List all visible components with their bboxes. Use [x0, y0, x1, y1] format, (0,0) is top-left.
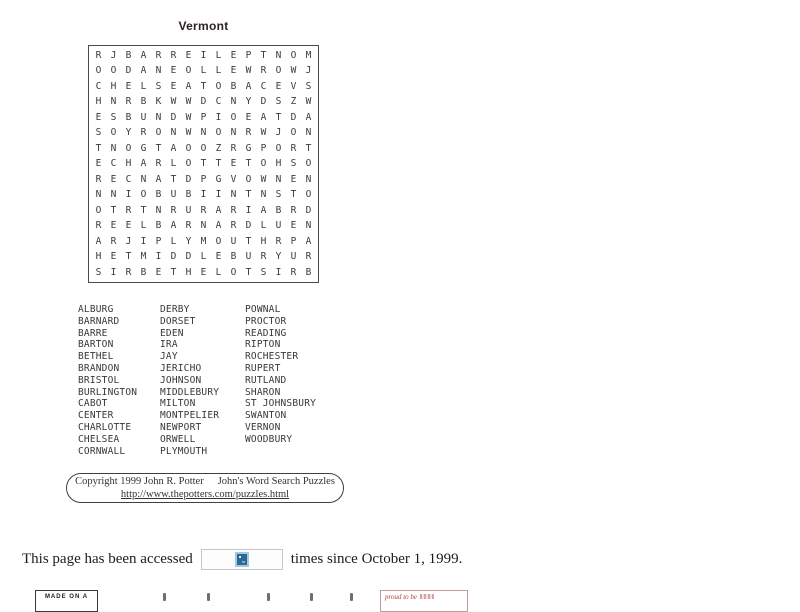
grid-letter: C — [110, 158, 117, 170]
grid-letter: R — [125, 96, 132, 108]
grid-letter: G — [140, 142, 147, 154]
grid-letter: W — [260, 173, 267, 185]
grid-letter: E — [110, 220, 117, 232]
broken-image-icon — [235, 552, 249, 567]
word-list-item: JAY — [160, 351, 178, 363]
grid-letter: A — [245, 80, 252, 92]
grid-letter: C — [215, 96, 222, 108]
grid-letter: C — [125, 173, 132, 185]
grid-letter: N — [155, 65, 162, 77]
grid-letter: O — [290, 127, 297, 139]
grid-letter: R — [125, 266, 132, 278]
word-list-item: JOHNSON — [160, 374, 202, 386]
grid-letter: L — [215, 49, 222, 61]
grid-letter: R — [170, 204, 177, 216]
grid-letter: E — [155, 266, 162, 278]
grid-letter: B — [125, 111, 132, 123]
grid-letter: A — [140, 65, 147, 77]
grid-letter: B — [185, 189, 192, 201]
word-list-column-3 — [245, 304, 316, 446]
proud-badge-graphic — [420, 594, 434, 599]
grid-letter: Y — [185, 235, 192, 247]
grid-letter: O — [215, 80, 222, 92]
grid-letter: W — [290, 65, 297, 77]
grid-letter: A — [305, 111, 312, 123]
grid-letter: L — [260, 220, 267, 232]
grid-letter: D — [305, 204, 312, 216]
grid-letter: B — [140, 266, 147, 278]
grid-letter: P — [155, 235, 162, 247]
grid-letter: T — [275, 111, 282, 123]
word-list-item: SWANTON — [245, 410, 287, 422]
word-list-item: DORSET — [160, 315, 196, 327]
copyright-text: Copyright 1999 John R. Potter — [75, 476, 204, 487]
word-list-item: VERNON — [245, 421, 281, 433]
grid-letter: N — [230, 189, 237, 201]
grid-letter: U — [140, 111, 147, 123]
grid-letter: N — [200, 127, 207, 139]
grid-letter: H — [95, 251, 102, 263]
grid-letter: U — [275, 220, 282, 232]
grid-letter: E — [275, 80, 282, 92]
grid-letter: B — [230, 80, 237, 92]
hit-counter-placeholder — [201, 549, 283, 570]
grid-letter: R — [260, 251, 267, 263]
grid-letter: T — [305, 142, 312, 154]
grid-letter: H — [125, 158, 132, 170]
grid-letter: B — [140, 96, 147, 108]
grid-letter: N — [110, 142, 117, 154]
grid-letter: R — [125, 204, 132, 216]
grid-letter: T — [200, 158, 207, 170]
grid-letter: I — [155, 251, 162, 263]
grid-letter: L — [215, 266, 222, 278]
grid-letter: B — [275, 204, 282, 216]
grid-letter: U — [170, 189, 177, 201]
grid-letter: T — [290, 189, 297, 201]
letter-grid — [88, 45, 319, 283]
grid-letter: D — [290, 111, 297, 123]
word-list-item: CHARLOTTE — [78, 421, 132, 433]
grid-letter: R — [140, 127, 147, 139]
grid-letter: S — [290, 158, 297, 170]
grid-letter: A — [260, 204, 267, 216]
grid-letter: N — [110, 189, 117, 201]
word-list-item: BARTON — [78, 339, 114, 351]
word-list-item: RUPERT — [245, 362, 281, 374]
grid-letter: S — [95, 127, 102, 139]
grid-letter: P — [200, 111, 207, 123]
grid-letter: D — [245, 220, 252, 232]
grid-letter: W — [245, 65, 252, 77]
grid-letter: N — [275, 49, 282, 61]
grid-letter: O — [230, 111, 237, 123]
grid-letter: R — [290, 142, 297, 154]
grid-letter: I — [215, 189, 222, 201]
grid-letter: R — [110, 235, 117, 247]
grid-letter: U — [185, 204, 192, 216]
grid-letter: S — [275, 96, 282, 108]
grid-letter: D — [170, 111, 177, 123]
grid-letter: A — [140, 158, 147, 170]
word-list-item: BRISTOL — [78, 374, 120, 386]
grid-letter: N — [230, 96, 237, 108]
grid-letter: R — [155, 49, 162, 61]
grid-letter: E — [230, 65, 237, 77]
grid-letter: A — [170, 220, 177, 232]
grid-letter: E — [290, 220, 297, 232]
access-suffix-text: times since October 1, 1999. — [290, 550, 463, 567]
word-list-item: BARNARD — [78, 315, 120, 327]
grid-letter: O — [275, 142, 282, 154]
grid-letter: B — [155, 220, 162, 232]
grid-letter: R — [290, 204, 297, 216]
grid-letter: K — [155, 96, 162, 108]
grid-letter: A — [95, 235, 102, 247]
word-list-item: CENTER — [78, 410, 114, 422]
grid-letter: E — [170, 80, 177, 92]
grid-letter: I — [110, 266, 117, 278]
grid-letter: P — [200, 173, 207, 185]
broken-image-glyph — [237, 554, 247, 565]
grid-letter: J — [125, 235, 132, 247]
grid-letter: W — [260, 127, 267, 139]
grid-letter: R — [185, 220, 192, 232]
grid-letter: R — [170, 49, 177, 61]
grid-letter: E — [110, 173, 117, 185]
word-list-item: JERICHO — [160, 362, 202, 374]
word-list-item: BARRE — [78, 327, 108, 339]
grid-letter: D — [260, 96, 267, 108]
grid-letter: O — [185, 158, 192, 170]
grid-letter: N — [275, 173, 282, 185]
grid-letter: O — [275, 65, 282, 77]
word-list-item: PLYMOUTH — [160, 445, 208, 457]
grid-letter: T — [140, 204, 147, 216]
grid-letter: D — [170, 251, 177, 263]
grid-letter: B — [155, 189, 162, 201]
grid-letter: T — [170, 266, 177, 278]
word-list-item: MIDDLEBURY — [160, 386, 220, 398]
word-list-item: NEWPORT — [160, 421, 202, 433]
grid-letter: E — [110, 251, 117, 263]
grid-letter: E — [170, 65, 177, 77]
word-list-item: CABOT — [78, 398, 108, 410]
grid-letter: R — [245, 127, 252, 139]
grid-letter: E — [215, 251, 222, 263]
word-list-item: POWNAL — [245, 304, 281, 315]
grid-letter: A — [140, 49, 147, 61]
word-list-item: CORNWALL — [78, 445, 126, 457]
grid-letter: A — [260, 111, 267, 123]
grid-letter: N — [95, 189, 102, 201]
grid-letter: E — [290, 173, 297, 185]
grid-letter: E — [95, 158, 102, 170]
grid-letter: I — [200, 189, 207, 201]
grid-letter: O — [155, 127, 162, 139]
grid-letter: H — [185, 266, 192, 278]
word-list-item: PROCTOR — [245, 315, 287, 327]
grid-letter: O — [185, 142, 192, 154]
grid-letter: A — [305, 235, 312, 247]
grid-letter: C — [95, 80, 102, 92]
grid-letter: A — [170, 142, 177, 154]
word-list-item: DERBY — [160, 304, 190, 315]
grid-letter: W — [185, 127, 192, 139]
word-list-item: BETHEL — [78, 351, 114, 363]
grid-letter: T — [200, 80, 207, 92]
grid-letter: O — [110, 65, 117, 77]
grid-letter: R — [290, 266, 297, 278]
grid-letter: S — [305, 80, 312, 92]
grid-letter: N — [230, 127, 237, 139]
grid-letter: O — [95, 204, 102, 216]
grid-letter: E — [185, 49, 192, 61]
grid-letter: L — [140, 80, 147, 92]
grid-letter: J — [275, 127, 282, 139]
grid-letter: T — [155, 142, 162, 154]
grid-letter: I — [140, 235, 147, 247]
grid-letter: V — [290, 80, 297, 92]
grid-letter: Y — [275, 251, 282, 263]
grid-letter: S — [155, 80, 162, 92]
grid-letter: H — [95, 96, 102, 108]
grid-letter: O — [200, 142, 207, 154]
grid-letter: N — [140, 173, 147, 185]
word-list-item: RIPTON — [245, 339, 281, 351]
grid-letter: U — [290, 251, 297, 263]
grid-letter: E — [230, 158, 237, 170]
grid-letter: O — [230, 266, 237, 278]
word-list-item: IRA — [160, 339, 178, 351]
grid-letter: R — [95, 220, 102, 232]
grid-letter: W — [305, 96, 312, 108]
proud-to-be-badge[interactable] — [380, 590, 468, 612]
grid-letter: O — [215, 235, 222, 247]
grid-letter: G — [215, 173, 222, 185]
grid-letter: G — [245, 142, 252, 154]
grid-letter: I — [275, 266, 282, 278]
grid-letter: Z — [215, 142, 222, 154]
grid-letter: U — [230, 235, 237, 247]
grid-letter: V — [230, 173, 237, 185]
grid-letter: L — [170, 158, 177, 170]
grid-letter: M — [200, 235, 207, 247]
grid-letter: E — [125, 220, 132, 232]
grid-letter: U — [245, 251, 252, 263]
grid-letter: I — [200, 49, 207, 61]
grid-letter: O — [215, 127, 222, 139]
word-list-item: RUTLAND — [245, 374, 287, 386]
grid-letter: H — [260, 235, 267, 247]
grid-letter: S — [260, 266, 267, 278]
grid-letter: S — [110, 111, 117, 123]
site-name-text: John's Word Search Puzzles — [217, 476, 335, 487]
grid-letter: P — [260, 142, 267, 154]
word-list-item: MILTON — [160, 398, 196, 410]
grid-letter: O — [305, 189, 312, 201]
grid-letter: R — [230, 142, 237, 154]
access-prefix-text: This page has been accessed — [22, 550, 193, 567]
grid-letter: R — [275, 235, 282, 247]
grid-letter: I — [215, 111, 222, 123]
grid-letter: L — [200, 65, 207, 77]
copyright-line — [75, 475, 335, 488]
grid-letter: H — [275, 158, 282, 170]
puzzles-url-text: http://www.thepotters.com/puzzles.html — [120, 489, 290, 500]
grid-letter: N — [305, 220, 312, 232]
grid-letter: O — [110, 127, 117, 139]
grid-letter: L — [170, 235, 177, 247]
word-list-item: BRANDON — [78, 362, 120, 374]
copyright-box — [66, 473, 344, 503]
grid-letter: B — [230, 251, 237, 263]
grid-letter: R — [95, 173, 102, 185]
grid-letter: W — [185, 96, 192, 108]
grid-letter: R — [305, 251, 312, 263]
grid-letter: L — [200, 251, 207, 263]
grid-letter: T — [245, 266, 252, 278]
grid-letter: W — [185, 111, 192, 123]
word-list-item: MONTPELIER — [160, 410, 220, 422]
grid-letter: A — [185, 80, 192, 92]
grid-letter: T — [110, 204, 117, 216]
grid-letter: S — [95, 266, 102, 278]
grid-letter: E — [230, 49, 237, 61]
grid-letter: Z — [290, 96, 297, 108]
grid-letter: T — [125, 251, 132, 263]
grid-letter: T — [95, 142, 102, 154]
word-list-item: ROCHESTER — [245, 351, 299, 363]
grid-letter: N — [110, 96, 117, 108]
grid-letter: M — [140, 251, 147, 263]
grid-letter: O — [125, 142, 132, 154]
grid-letter: I — [245, 204, 252, 216]
grid-letter: O — [185, 65, 192, 77]
grid-letter: M — [305, 49, 312, 61]
grid-letter: O — [305, 158, 312, 170]
grid-letter: B — [305, 266, 312, 278]
word-list-item: EDEN — [160, 327, 184, 339]
grid-letter: N — [200, 220, 207, 232]
grid-letter: D — [185, 173, 192, 185]
grid-letter: D — [125, 65, 132, 77]
word-list-item: WOODBURY — [245, 433, 293, 445]
puzzle-title: Vermont — [178, 19, 229, 33]
proud-badge-text: proud to be — [385, 593, 418, 601]
grid-letter: A — [155, 173, 162, 185]
grid-letter: R — [155, 158, 162, 170]
grid-letter: A — [215, 220, 222, 232]
made-on-a-mac-badge[interactable]: MADE ON A — [35, 590, 98, 612]
grid-letter: W — [170, 96, 177, 108]
word-list-item: READING — [245, 327, 287, 339]
grid-letter: J — [110, 49, 117, 61]
word-list-item: CHELSEA — [78, 433, 120, 445]
grid-letter: L — [140, 220, 147, 232]
word-list-item: SHARON — [245, 386, 281, 398]
grid-letter: C — [260, 80, 267, 92]
grid-letter: P — [290, 235, 297, 247]
grid-letter: N — [155, 111, 162, 123]
grid-letter: N — [170, 127, 177, 139]
grid-letter: J — [305, 65, 312, 77]
grid-letter: R — [230, 204, 237, 216]
grid-letter: R — [95, 49, 102, 61]
word-list-column-1 — [78, 304, 137, 457]
grid-letter: T — [245, 158, 252, 170]
grid-letter: R — [200, 204, 207, 216]
grid-letter: O — [95, 65, 102, 77]
grid-letter: H — [110, 80, 117, 92]
grid-letter: T — [215, 158, 222, 170]
grid-letter: T — [170, 173, 177, 185]
access-counter-line — [22, 548, 462, 570]
grid-letter: Y — [245, 96, 252, 108]
grid-letter: N — [305, 173, 312, 185]
word-list-item: ORWELL — [160, 433, 196, 445]
grid-letter: E — [125, 80, 132, 92]
grid-letter: N — [155, 204, 162, 216]
grid-letter: O — [140, 189, 147, 201]
grid-letter: T — [245, 235, 252, 247]
grid-letter: O — [260, 158, 267, 170]
grid-letter: T — [245, 189, 252, 201]
grid-letter: Y — [125, 127, 132, 139]
grid-letter: E — [200, 266, 207, 278]
grid-letter: T — [260, 49, 267, 61]
grid-letter: E — [245, 111, 252, 123]
grid-letter: A — [215, 204, 222, 216]
grid-letter: D — [200, 96, 207, 108]
grid-letter: B — [125, 49, 132, 61]
grid-letter: N — [305, 127, 312, 139]
grid-letter: O — [290, 49, 297, 61]
grid-letter: I — [125, 189, 132, 201]
grid-letter: L — [215, 65, 222, 77]
word-list-item: ST JOHNSBURY — [245, 398, 317, 410]
grid-letter: R — [260, 65, 267, 77]
grid-letter: E — [95, 111, 102, 123]
grid-letter: R — [230, 220, 237, 232]
grid-letter: O — [245, 173, 252, 185]
grid-letter: D — [185, 251, 192, 263]
word-list-column-2 — [160, 304, 219, 457]
grid-letter: P — [245, 49, 252, 61]
grid-letter: N — [260, 189, 267, 201]
grid-letter: S — [275, 189, 282, 201]
word-list-item: BURLINGTON — [78, 386, 138, 398]
word-list-item: ALBURG — [78, 304, 114, 315]
